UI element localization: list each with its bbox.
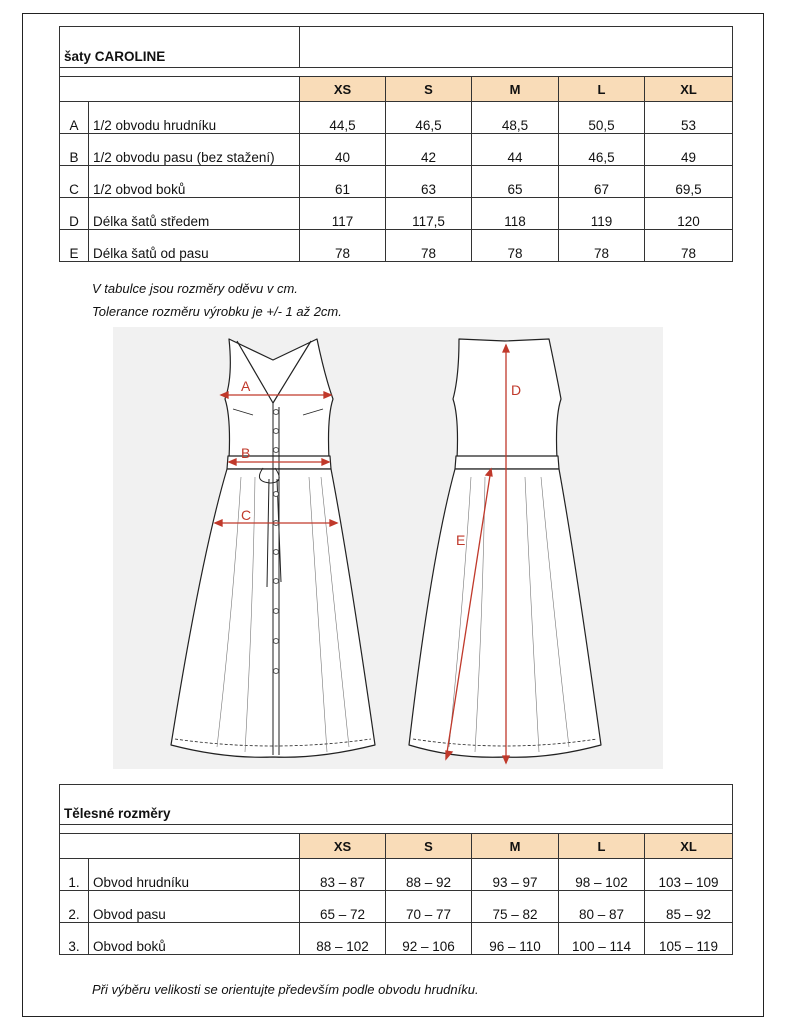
- row-letter: A: [60, 102, 89, 134]
- row-letter: E: [60, 230, 89, 262]
- value-cell: 44: [472, 134, 559, 166]
- front-label-a: A: [241, 378, 251, 394]
- value-cell: 75 – 82: [472, 891, 559, 923]
- size-header-m: M: [472, 834, 559, 859]
- table-row: [60, 198, 733, 230]
- value-cell: 78: [300, 230, 386, 262]
- value-cell: 119: [559, 198, 645, 230]
- value-cell: 65: [472, 166, 559, 198]
- value-cell: 69,5: [645, 166, 733, 198]
- value-cell: 98 – 102: [559, 859, 645, 891]
- row-number: 2.: [60, 891, 89, 923]
- note-tolerance: Tolerance rozměru výrobku je +/- 1 až 2cm.: [92, 304, 342, 319]
- value-cell: 103 – 109: [645, 859, 733, 891]
- value-cell: 88 – 102: [300, 923, 386, 955]
- value-cell: 53: [645, 102, 733, 134]
- value-cell: 118: [472, 198, 559, 230]
- size-header-xs: XS: [300, 77, 386, 102]
- back-bodice: [453, 339, 561, 459]
- row-letter: C: [60, 166, 89, 198]
- row-label: Obvod pasu: [89, 891, 300, 923]
- value-cell: 117: [300, 198, 386, 230]
- dress-technical-sketch: [113, 327, 663, 769]
- value-cell: 42: [386, 134, 472, 166]
- size-header-s: S: [386, 77, 472, 102]
- body-table-title: Tělesné rozměry: [60, 785, 733, 825]
- footer-note: Při výběru velikosti se orientujte především podle obvodu hrudníku.: [92, 982, 479, 997]
- note-units: V tabulce jsou rozměry oděvu v cm.: [92, 281, 298, 296]
- row-label: 1/2 obvodu hrudníku: [89, 102, 300, 134]
- value-cell: 65 – 72: [300, 891, 386, 923]
- back-skirt: [409, 469, 601, 757]
- header-blank-cell: [60, 834, 300, 859]
- value-cell: 48,5: [472, 102, 559, 134]
- back-label-e: E: [456, 532, 466, 548]
- size-header-xl: XL: [645, 834, 733, 859]
- size-header-xl: XL: [645, 77, 733, 102]
- size-header-l: L: [559, 834, 645, 859]
- size-header-l: L: [559, 77, 645, 102]
- value-cell: 83 – 87: [300, 859, 386, 891]
- value-cell: 93 – 97: [472, 859, 559, 891]
- row-number: 3.: [60, 923, 89, 955]
- table-row: [60, 891, 733, 923]
- garment-table-title: šaty CAROLINE: [60, 27, 300, 68]
- sketch-svg: [113, 327, 663, 769]
- back-label-d: D: [511, 382, 522, 398]
- table-row: [60, 102, 733, 134]
- garment-size-table: [59, 26, 733, 262]
- row-letter: B: [60, 134, 89, 166]
- value-cell: 85 – 92: [645, 891, 733, 923]
- size-header-s: S: [386, 834, 472, 859]
- value-cell: 105 – 119: [645, 923, 733, 955]
- table-row: [60, 134, 733, 166]
- front-label-b: B: [241, 445, 251, 461]
- row-label: Obvod hrudníku: [89, 859, 300, 891]
- value-cell: 46,5: [386, 102, 472, 134]
- row-label: Délka šatů od pasu: [89, 230, 300, 262]
- table-row: [60, 923, 733, 955]
- value-cell: 78: [386, 230, 472, 262]
- size-header-xs: XS: [300, 834, 386, 859]
- table-row: [60, 859, 733, 891]
- table-row: [60, 230, 733, 262]
- value-cell: 78: [559, 230, 645, 262]
- value-cell: 96 – 110: [472, 923, 559, 955]
- value-cell: 49: [645, 134, 733, 166]
- value-cell: 44,5: [300, 102, 386, 134]
- row-label: Délka šatů středem: [89, 198, 300, 230]
- value-cell: 120: [645, 198, 733, 230]
- value-cell: 92 – 106: [386, 923, 472, 955]
- table-row: [60, 166, 733, 198]
- row-label: 1/2 obvodu pasu (bez stažení): [89, 134, 300, 166]
- value-cell: 78: [645, 230, 733, 262]
- row-label: Obvod boků: [89, 923, 300, 955]
- value-cell: 80 – 87: [559, 891, 645, 923]
- value-cell: 46,5: [559, 134, 645, 166]
- size-header-m: M: [472, 77, 559, 102]
- value-cell: 100 – 114: [559, 923, 645, 955]
- body-size-table: [59, 784, 733, 955]
- value-cell: 88 – 92: [386, 859, 472, 891]
- header-blank-cell: [60, 77, 300, 102]
- row-letter: D: [60, 198, 89, 230]
- value-cell: 117,5: [386, 198, 472, 230]
- value-cell: 50,5: [559, 102, 645, 134]
- row-number: 1.: [60, 859, 89, 891]
- value-cell: 61: [300, 166, 386, 198]
- spacer-row: [60, 68, 733, 77]
- value-cell: 40: [300, 134, 386, 166]
- value-cell: 78: [472, 230, 559, 262]
- front-label-c: C: [241, 507, 252, 523]
- spacer-row: [60, 825, 733, 834]
- value-cell: 70 – 77: [386, 891, 472, 923]
- value-cell: 67: [559, 166, 645, 198]
- value-cell: 63: [386, 166, 472, 198]
- row-label: 1/2 obvod boků: [89, 166, 300, 198]
- title-blank-cell: [300, 27, 733, 68]
- back-waistband: [455, 456, 559, 469]
